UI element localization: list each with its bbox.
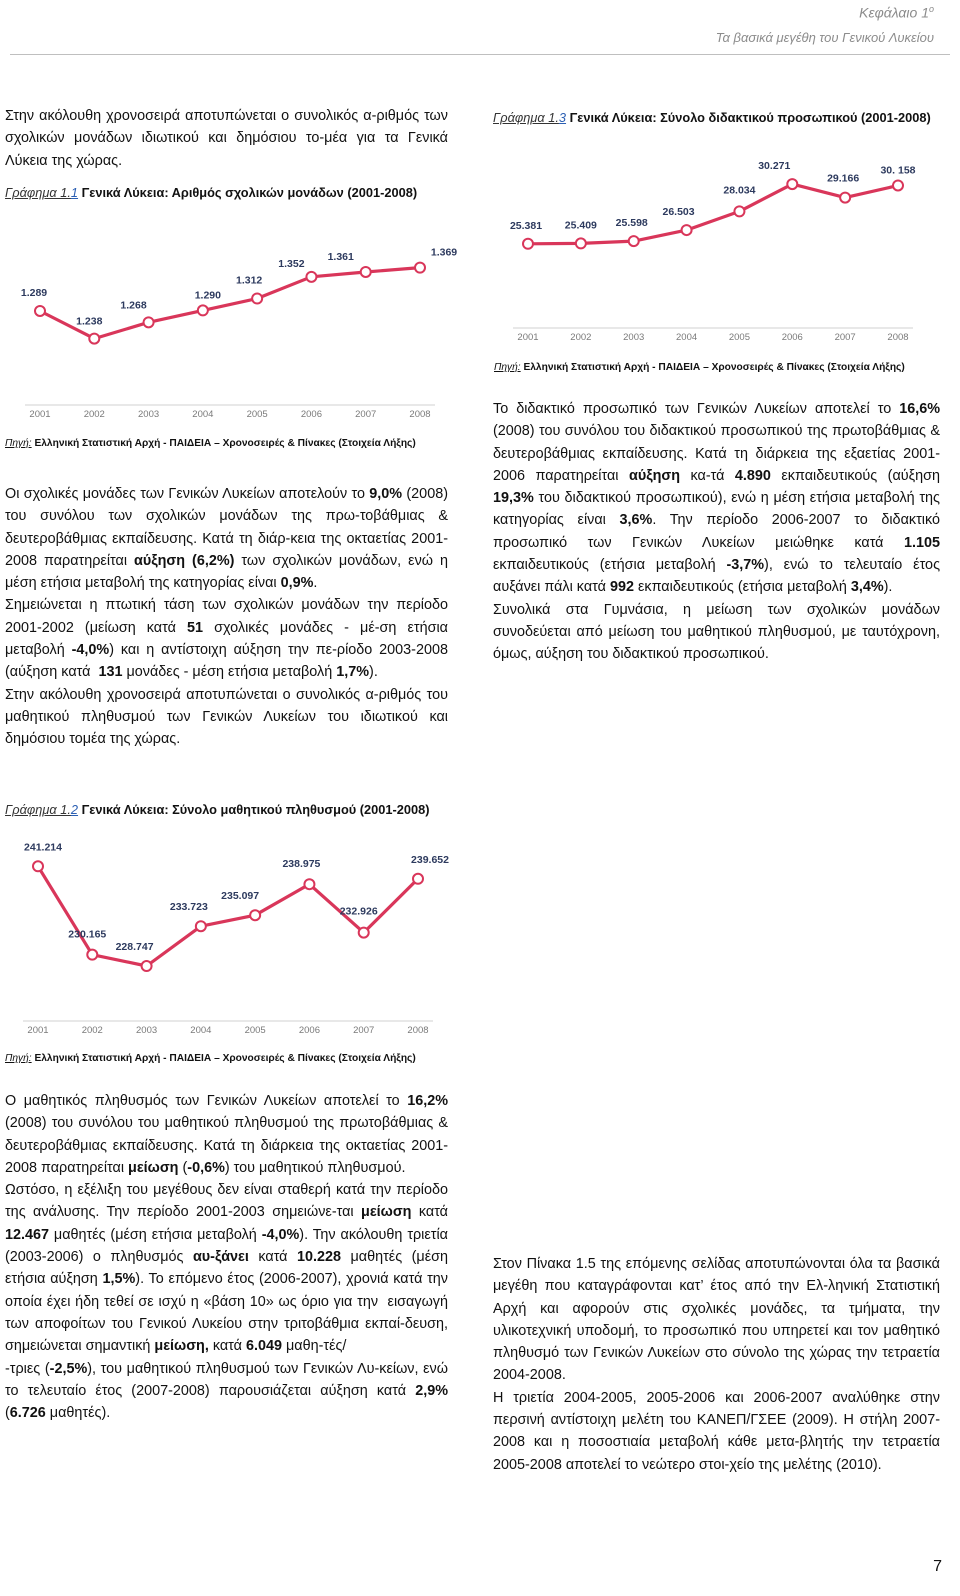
data-label: 28.034: [723, 184, 756, 197]
chart-school-units: [0, 220, 460, 430]
data-label: 1.289: [20, 286, 48, 299]
schools-paragraph: Οι σχολικές μονάδες των Γενικών Λυκείων αποτελούν το 9,0% (2008) του συνόλου των σχολικών μονάδων της πρω-τοβάθμιας & δευτεροβάθμιας εκπαίδευσης. Κατά τη διάρ-κεια της οκταετίας 2001-2008 παρατηρείται αύξηση (6,2%) των σχολικών μονάδων, ενώ η μέση ετήσια μεταβολή της κατηγορίας είναι 0,9%. Σημειώνεται η πτωτική τάση των σχολικών μονάδων την περίοδο 2001-2002 (μείωση κατά 51 σχολικές μονάδες - μέ-ση ετήσια μεταβολή -4,0%) και η αντίστοιχη αύξηση την πε-ρίοδο 2003-2008 (αύξηση κατά 131 μονάδες - μέση ετήσια μεταβολή 1,7%). Στην ακόλουθη χρονοσειρά αποτυπώνεται ο συνολικός α-ριθμός του μαθητικού πληθυσμού των Γενικών Λυκείων του ιδιωτικού και δημόσιου τομέα της χώρας.: [5, 486, 448, 748]
chart-teaching-staff: [490, 145, 940, 355]
data-point: [840, 193, 850, 203]
caption-number: 2: [70, 802, 79, 817]
data-point: [250, 910, 260, 920]
caption-text: Γενικά Λύκεια: Σύνολο μαθητικού πληθυσμού (2001-2008): [78, 802, 430, 817]
chart-student-population: [0, 838, 460, 1043]
data-label: 1.369: [430, 246, 458, 259]
x-tick-label: 2004: [192, 409, 214, 420]
source-label: Πηγή:: [5, 438, 32, 449]
x-tick-label: 2005: [244, 1025, 266, 1036]
data-point: [87, 950, 97, 960]
data-label: 238.975: [282, 858, 321, 871]
source-label: Πηγή:: [494, 362, 521, 373]
x-tick-label: 2005: [246, 409, 268, 420]
x-tick-label: 2007: [353, 1025, 375, 1036]
x-tick-label: 2001: [517, 332, 539, 343]
data-label: 25.409: [564, 219, 597, 232]
data-label: 29.166: [827, 172, 860, 185]
data-label: 25.381: [509, 219, 543, 232]
data-point: [359, 928, 369, 938]
x-tick-label: 2007: [834, 332, 856, 343]
page-number: 7: [933, 1558, 942, 1575]
data-point: [787, 179, 797, 189]
series-line: [40, 268, 420, 339]
source-text: Ελληνική Στατιστική Αρχή - ΠΑΙΔΕΙΑ – Χρονοσειρές & Πίνακες (Στοιχεία Λήξης): [34, 1053, 416, 1064]
caption-text: Γενικά Λύκεια: Σύνολο διδακτικού προσωπικού (2001-2008): [566, 110, 931, 125]
x-tick-label: 2006: [298, 1025, 320, 1036]
chart1-source: [5, 438, 416, 449]
staff-paragraph: Το διδακτικό προσωπικό των Γενικών Λυκείων αποτελεί το 16,6% (2008) του συνόλου του διδακτικού προσωπικού της πρωτοβάθμιας & δευτεροβάθμιας εκπαίδευσης. Κατά τη διάρκεια της εξαετίας 2001-2006 παρατηρείται αύξηση κα-τά 4.890 εκπαιδευτικούς (αύξηση 19,3% του διδακτικού προσωπικού), ενώ η μέση ετήσια μεταβολή της κατηγορίας είναι 3,6%. Την περίοδο 2006-2007 το διδακτικό προσωπικό των Γενικών Λυκείων μειώθηκε κατά 1.105 εκπαιδευτικούς (ετήσια μεταβολή -3,7%), ενώ το τελευταίο έτος αυξάνει πάλι κατά 992 εκπαιδευτικούς (ετήσια μεταβολή 3,4%). Συνολικά στα Γυμνάσια, η μείωση των σχολικών μονάδων συνοδεύεται από μείωση του μαθητικού πληθυσμού, με ταυτόχρονη, όμως, αύξηση του διδακτικού προσωπικού.: [493, 401, 940, 663]
chart1-caption: [5, 185, 417, 200]
x-tick-label: 2006: [781, 332, 803, 343]
x-tick-label: 2002: [570, 332, 592, 343]
data-point: [361, 267, 371, 277]
data-point: [89, 334, 99, 344]
header-divider: [10, 54, 950, 55]
x-tick-label: 2007: [355, 409, 377, 420]
data-label: 30. 158: [880, 164, 916, 177]
chart3-source: [494, 362, 905, 373]
data-point: [33, 861, 43, 871]
x-tick-label: 2002: [81, 1025, 103, 1036]
data-label: 1.290: [194, 289, 221, 302]
x-tick-label: 2008: [887, 332, 909, 343]
data-point: [304, 879, 314, 889]
data-label: 1.352: [278, 257, 305, 270]
data-point: [252, 294, 262, 304]
caption-number: 3: [558, 110, 567, 125]
x-tick-label: 2003: [136, 1025, 158, 1036]
data-label: 1.238: [76, 315, 103, 328]
caption-label: Γράφημα 1.: [5, 802, 71, 817]
data-label: 233.723: [169, 901, 208, 914]
source-text: Ελληνική Στατιστική Αρχή - ΠΑΙΔΕΙΑ – Χρονοσειρές & Πίνακες (Στοιχεία Λήξης): [34, 438, 416, 449]
chart3-caption: [493, 110, 931, 125]
data-point: [142, 961, 152, 971]
x-tick-label: 2003: [623, 332, 645, 343]
chart2-source: [5, 1053, 416, 1064]
caption-label: Γράφημα 1.: [493, 110, 559, 125]
x-tick-label: 2001: [27, 1025, 49, 1036]
x-tick-label: 2004: [190, 1025, 212, 1036]
data-label: 26.503: [662, 206, 695, 219]
data-point: [198, 305, 208, 315]
caption-number: 1: [70, 185, 79, 200]
data-point: [144, 317, 154, 327]
data-point: [734, 206, 744, 216]
data-label: 228.747: [115, 941, 154, 954]
data-label: 1.268: [120, 299, 147, 312]
data-point: [682, 225, 692, 235]
data-point: [893, 180, 903, 190]
x-tick-label: 2005: [728, 332, 750, 343]
data-point: [629, 236, 639, 246]
data-label: 1.312: [236, 274, 263, 287]
x-tick-label: 2001: [29, 409, 51, 420]
data-label: 241.214: [24, 841, 62, 854]
x-tick-label: 2003: [138, 409, 160, 420]
students-paragraph: Ο μαθητικός πληθυσμός των Γενικών Λυκείων αποτελεί το 16,2% (2008) του συνόλου του μαθητικού πληθυσμού της πρωτοβάθμιας & δευτεροβάθμιας εκπαίδευσης. Κατά τη διάρκεια της οκταετίας 2001-2008 παρατηρείται μείωση (-0,6%) του μαθητικού πληθυσμού. Ωστόσο, η εξέλιξη του μεγέθους δεν είναι σταθερή κατά την περίοδο της ανάλυσης. Την περίοδο 2001-2003 σημειώνε-ται μείωση κατά 12.467 μαθητές (μέση ετήσια μεταβολή -4,0%). Την ακόλουθη τριετία (2003-2006) ο πληθυσμός αυ-ξάνει κατά 10.228 μαθητές (μέση ετήσια αύξηση 1,5%). Το επόμενο έτος (2006-2007), χρονιά κατά την οποία έχει ήδη τεθεί σε ισχύ η «βάση 10» ως όριο για την εισαγωγή των αποφοίτων του Γενικού Λυκείου στην τριτοβάθμια εκπαί-δευση, σημειώνεται σημαντική μείωση, κατά 6.049 μαθη-τές/ -τριες (-2,5%), του μαθητικού πληθυσμού των Γενικών Λυ-κείων, ενώ το τελευταίο έτος (2007-2008) παρουσιάζεται αύξηση κατά 2,9% (6.726 μαθητές).: [5, 1093, 449, 1422]
x-tick-label: 2006: [300, 409, 322, 420]
x-tick-label: 2008: [407, 1025, 429, 1036]
data-label: 235.097: [221, 890, 260, 903]
data-point: [415, 263, 425, 273]
source-label: Πηγή:: [5, 1053, 32, 1064]
source-text: Ελληνική Στατιστική Αρχή - ΠΑΙΔΕΙΑ – Χρονοσειρές & Πίνακες (Στοιχεία Λήξης): [523, 362, 905, 373]
caption-text: Γενικά Λύκεια: Αριθμός σχολικών μονάδων (2001-2008): [78, 185, 418, 200]
data-point: [196, 921, 206, 931]
data-label: 30.271: [758, 160, 791, 173]
intro-paragraph: Στην ακόλουθη χρονοσειρά αποτυπώνεται ο συνολικός α-ριθμός των σχολικών μονάδων ιδιωτικού και δημόσιου το-μέα για τα Γενικά Λύκεια της χώρας.: [5, 108, 448, 169]
data-label: 230.165: [68, 928, 107, 941]
data-point: [413, 874, 423, 884]
x-tick-label: 2004: [676, 332, 698, 343]
data-label: 239.652: [411, 853, 449, 866]
data-label: 232.926: [339, 905, 378, 918]
chapter-superscript: ο: [928, 4, 934, 14]
table-reference-paragraph: Στον Πίνακα 1.5 της επόμενης σελίδας αποτυπώνονται όλα τα βασικά μεγέθη που καταγράφονται κατ’ έτος από την Ελ-ληνική Στατιστική Αρχή και αφορούν στις σχολικές μονάδες, τα τμήματα, την υλικοτεχνική υποδομή, το προσωπικό που υπηρετεί και τον μαθητικό πληθυσμό των Γενικών Λυκείων στο σύνολο της χώρας την τετραετία 2004-2008. Η τριετία 2004-2005, 2005-2006 και 2006-2007 αναλύθηκε στην περσινή αντίστοιχη μελέτη του ΚΑΝΕΠ/ΓΣΕΕ (2009). Η στήλη 2007-2008 και η ποσοστιαία μεταβολή κάθε μετα-βλητής την τετραετία 2005-2008 αποτελεί το νεώτερο στοι-χείο της μελέτης (2010).: [493, 1256, 940, 1473]
x-tick-label: 2002: [83, 409, 105, 420]
data-point: [35, 306, 45, 316]
caption-label: Γράφημα 1.: [5, 185, 71, 200]
x-tick-label: 2008: [409, 409, 431, 420]
chart2-caption: [5, 802, 430, 817]
data-point: [306, 272, 316, 282]
data-point: [576, 238, 586, 248]
chapter-title: Κεφάλαιο 1: [859, 4, 929, 21]
data-point: [523, 239, 533, 249]
data-label: 25.598: [615, 217, 648, 230]
chapter-subtitle: Τα βασικά μεγέθη του Γενικού Λυκείου: [715, 30, 934, 45]
data-label: 1.361: [327, 250, 354, 263]
chapter-header: [859, 4, 934, 21]
